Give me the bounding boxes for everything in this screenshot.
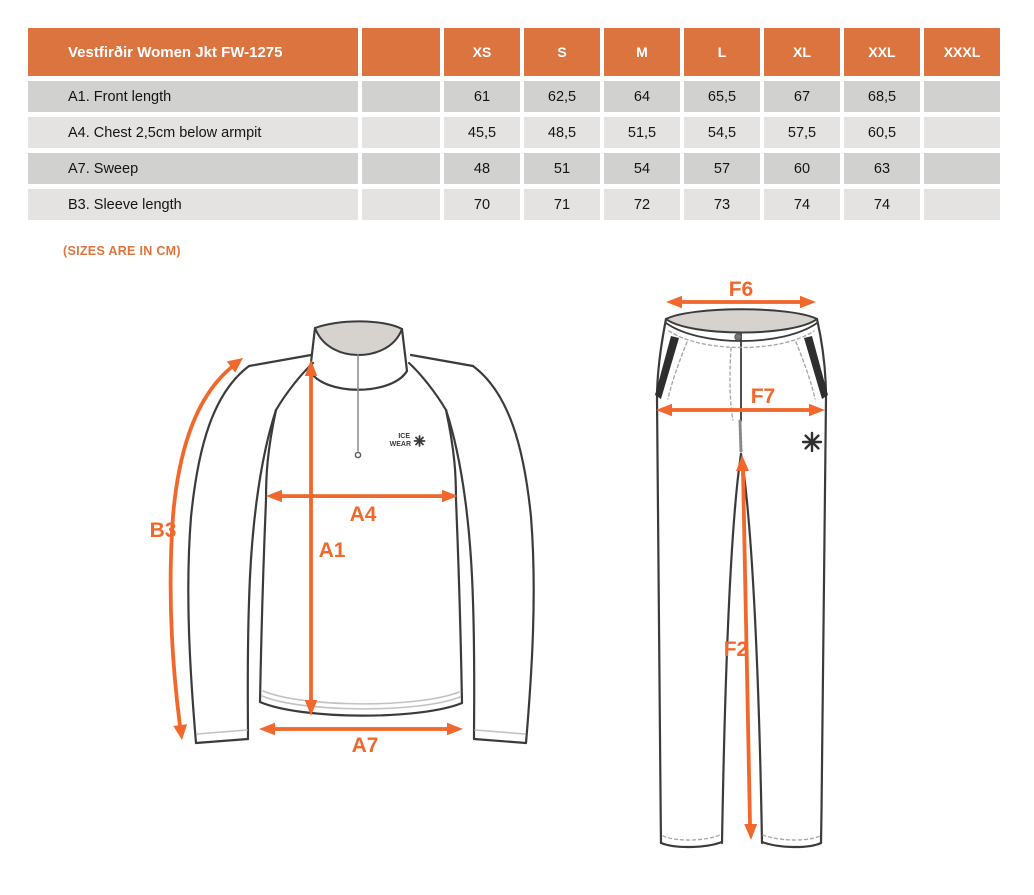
table-title: Vestfirðir Women Jkt FW-1275: [28, 28, 358, 76]
value-cell: 54: [604, 153, 680, 184]
value-cell: 74: [844, 189, 920, 220]
size-header-xxxl: XXXL: [924, 28, 1000, 76]
size-header-xl: XL: [764, 28, 840, 76]
value-cell: 68,5: [844, 81, 920, 112]
value-cell: 54,5: [684, 117, 760, 148]
size-header-l: L: [684, 28, 760, 76]
pants-drawing: [655, 309, 828, 847]
spacer-cell: [362, 189, 440, 220]
spacer-cell: [362, 153, 440, 184]
snowflake-icon-pants: [803, 433, 821, 451]
value-cell: 65,5: [684, 81, 760, 112]
a7-label: A7: [351, 734, 379, 757]
icewear-logo-jacket: [390, 433, 425, 448]
measurement-diagrams: [0, 270, 1034, 890]
f7-label: F7: [750, 385, 776, 408]
svg-text:ICE: ICE: [398, 433, 410, 440]
row-label-chest: A4. Chest 2,5cm below armpit: [28, 117, 358, 148]
a1-label: A1: [318, 539, 346, 562]
sizes-unit-note: (SIZES ARE IN CM): [63, 244, 181, 258]
diagram-svg: [0, 270, 1034, 890]
value-cell: 51: [524, 153, 600, 184]
value-cell: 62,5: [524, 81, 600, 112]
svg-text:WEAR: WEAR: [389, 441, 411, 448]
snowflake-icon: [415, 436, 425, 446]
value-cell: [924, 81, 1000, 112]
pants-waist-inner: [666, 309, 817, 332]
value-cell: 60: [764, 153, 840, 184]
size-header-xs: XS: [444, 28, 520, 76]
row-label-front-length: A1. Front length: [28, 81, 358, 112]
value-cell: 73: [684, 189, 760, 220]
size-header-s: S: [524, 28, 600, 76]
row-label-sleeve-length: B3. Sleeve length: [28, 189, 358, 220]
value-cell: 74: [764, 189, 840, 220]
size-header-xxl: XXL: [844, 28, 920, 76]
value-cell: [924, 117, 1000, 148]
a4-arrow: [266, 490, 458, 503]
row-label-sweep: A7. Sweep: [28, 153, 358, 184]
value-cell: 45,5: [444, 117, 520, 148]
value-cell: 57: [684, 153, 760, 184]
spacer-cell: [362, 81, 440, 112]
jacket-drawing: [188, 321, 533, 743]
spacer-cell: [362, 117, 440, 148]
value-cell: 67: [764, 81, 840, 112]
value-cell: [924, 153, 1000, 184]
b3-label: B3: [149, 519, 177, 542]
value-cell: 61: [444, 81, 520, 112]
value-cell: 51,5: [604, 117, 680, 148]
b3-arrow: [171, 358, 243, 740]
pants-button: [735, 334, 741, 340]
jacket-collar-inner: [315, 321, 402, 355]
size-table: [28, 28, 1000, 220]
value-cell: 64: [604, 81, 680, 112]
f2-label: F2: [723, 638, 749, 661]
value-cell: 71: [524, 189, 600, 220]
value-cell: 70: [444, 189, 520, 220]
a4-label: A4: [349, 503, 377, 526]
value-cell: 63: [844, 153, 920, 184]
f6-label: F6: [728, 278, 754, 301]
value-cell: 48: [444, 153, 520, 184]
value-cell: [924, 189, 1000, 220]
jacket-arrows: [150, 358, 463, 757]
size-header-m: M: [604, 28, 680, 76]
header-spacer-cell: [362, 28, 440, 76]
a1-arrow: [305, 360, 318, 716]
value-cell: 72: [604, 189, 680, 220]
value-cell: 57,5: [764, 117, 840, 148]
value-cell: 60,5: [844, 117, 920, 148]
value-cell: 48,5: [524, 117, 600, 148]
